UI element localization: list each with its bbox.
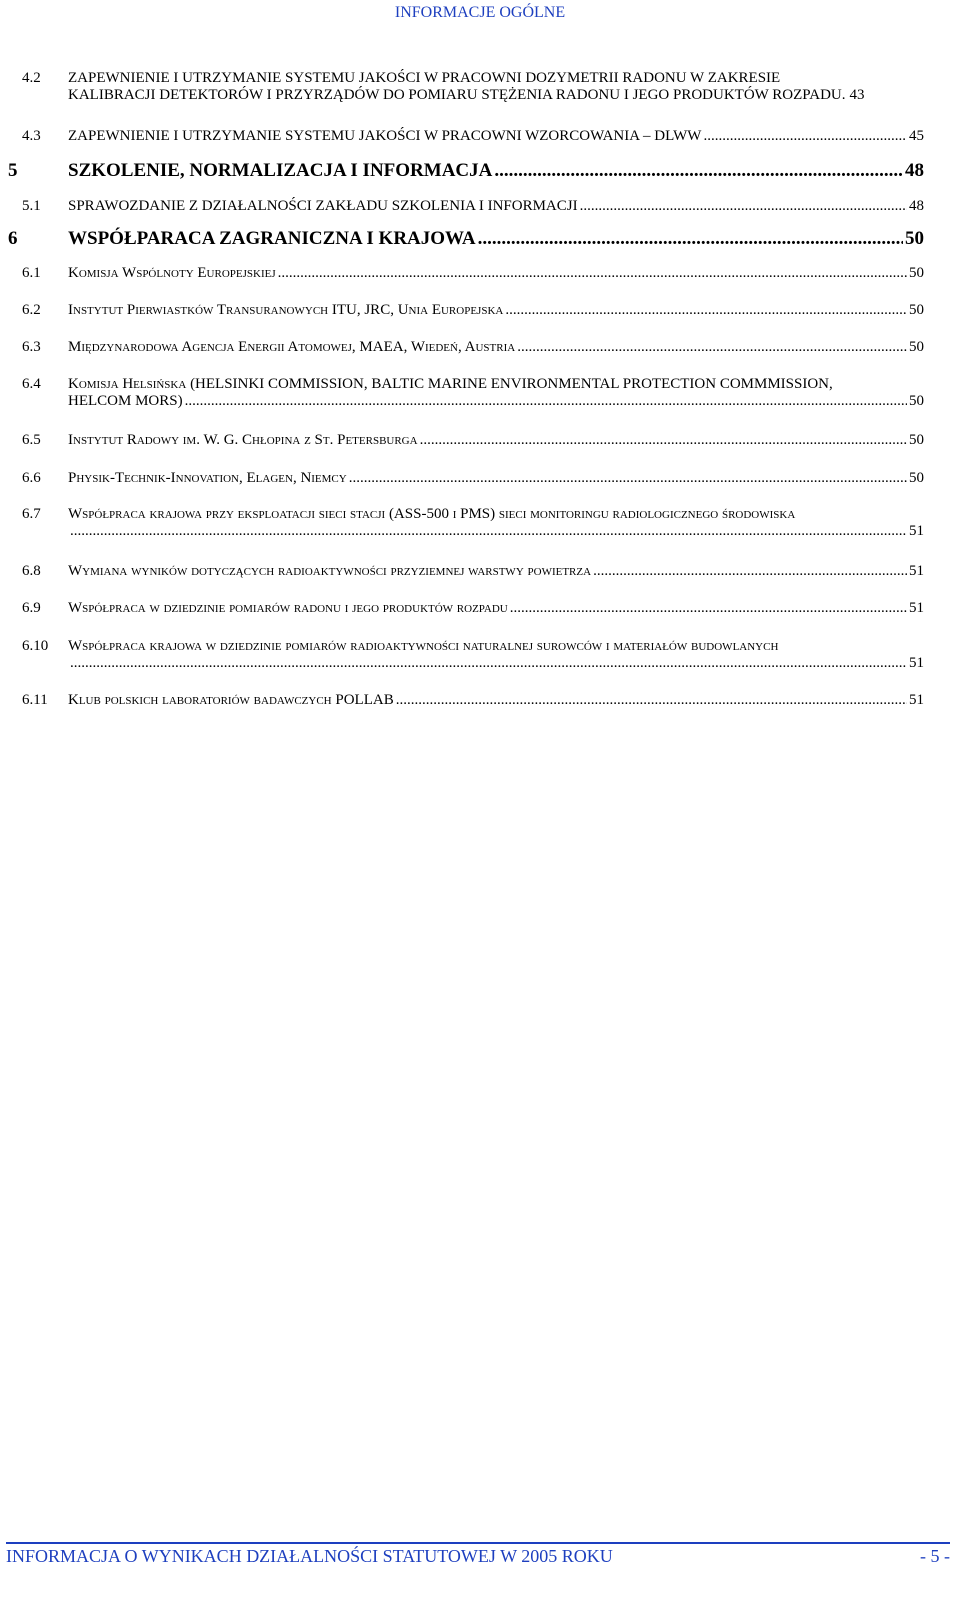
toc-entry[interactable]	[22, 432, 924, 449]
toc-page-number: 51	[909, 523, 924, 539]
toc-leader-dots	[580, 198, 907, 215]
toc-page-number: 43	[849, 87, 865, 103]
toc-page-number: 51	[909, 563, 924, 579]
toc-entry-title: Współpraca krajowa przy eksploatacji sieci stacji (ASS-500 i PMS) sieci monitoringu radiologicznego środowiska	[68, 506, 796, 522]
toc-leader-dots	[349, 470, 907, 487]
toc-entry-number: 4.3	[22, 128, 41, 144]
toc-entry-title: Instytut Pierwiastków Transuranowych ITU, JRC, Unia Europejska	[68, 302, 504, 318]
toc-entry[interactable]	[8, 160, 924, 182]
toc-entry[interactable]	[8, 228, 924, 250]
footer-rule	[6, 1542, 950, 1544]
toc-leader-dots	[517, 339, 907, 356]
toc-entry[interactable]	[22, 302, 924, 319]
footer-page-number: - 5 -	[920, 1546, 950, 1566]
toc-entry-title: Instytut Radowy im. W. G. Chłopina z St. Petersburga	[68, 432, 418, 448]
toc-entry[interactable]	[22, 376, 924, 410]
toc-leader-dots	[510, 600, 907, 617]
toc-entry[interactable]	[22, 339, 924, 356]
toc-entry-title: Współpraca w dziedzinie pomiarów radonu i jego produktów rozpadu	[68, 600, 508, 616]
toc-entry-title: Komisja Helsińska (HELSINKI COMMISSION, BALTIC MARINE ENVIRONMENTAL PROTECTION COMMMISSION,	[68, 376, 833, 392]
toc-entry[interactable]	[22, 70, 924, 104]
toc-page-number: 50	[909, 302, 924, 318]
toc-leader-dots	[278, 265, 907, 282]
toc-entry-title: Klub polskich laboratoriów badawczych POLLAB	[68, 692, 394, 708]
toc-entry-title: Wymiana wyników dotyczących radioaktywności przyziemnej warstwy powietrza	[68, 563, 592, 579]
toc-entry[interactable]	[22, 692, 924, 709]
toc-entry-title: Physik-Technik-Innovation, Elagen, Niemcy	[68, 470, 347, 486]
toc-leader-dots	[185, 393, 907, 410]
toc-page-number: 50	[905, 228, 924, 249]
toc-entry-title: ZAPEWNIENIE I UTRZYMANIE SYSTEMU JAKOŚCI W PRACOWNI DOZYMETRII RADONU W ZAKRESIE	[68, 70, 781, 86]
toc-entry-number: 6.3	[22, 339, 41, 355]
toc-entry-title: KALIBRACJI DETEKTORÓW I PRZYRZĄDÓW DO POMIARU STĘŻENIA RADONU I JEGO PRODUKTÓW ROZPADU.	[68, 87, 846, 103]
toc-entry-number: 6.4	[22, 376, 41, 392]
toc-leader-dots	[593, 563, 907, 580]
toc-page-number: 50	[909, 470, 924, 486]
toc-leader-dots	[505, 302, 907, 319]
toc-page-number: 50	[909, 393, 924, 409]
toc-leader-dots	[478, 228, 903, 250]
toc-page-number: 51	[909, 655, 924, 671]
toc-leader-dots	[70, 523, 907, 540]
toc-entry-number: 6.5	[22, 432, 41, 448]
toc-page-number: 51	[909, 600, 924, 616]
toc-entry-title: WSPÓŁPARACA ZAGRANICZNA I KRAJOWA	[68, 228, 476, 249]
toc-entry-title: ZAPEWNIENIE I UTRZYMANIE SYSTEMU JAKOŚCI W PRACOWNI WZORCOWANIA – DLWW	[68, 128, 702, 144]
toc-entry-number: 4.2	[22, 70, 41, 86]
page-header: INFORMACJE OGÓLNE	[394, 4, 566, 21]
toc-page-number: 50	[909, 339, 924, 355]
toc-page-number: 48	[909, 198, 924, 214]
toc-entry[interactable]	[22, 506, 924, 540]
toc-entry[interactable]	[22, 198, 924, 215]
toc-leader-dots	[420, 432, 907, 449]
toc-entry-title: HELCOM MORS)	[68, 393, 183, 409]
toc-entry-number: 6	[8, 228, 18, 249]
toc-page-number: 48	[905, 160, 924, 181]
toc-entry-number: 6.9	[22, 600, 41, 616]
toc-entry-number: 6.7	[22, 506, 41, 522]
toc-leader-dots	[70, 655, 907, 672]
toc-page-number: 50	[909, 265, 924, 281]
toc-entry-title: Komisja Wspólnoty Europejskiej	[68, 265, 276, 281]
toc-entry[interactable]	[22, 265, 924, 282]
toc-entry-title: Współpraca krajowa w dziedzinie pomiarów radioaktywności naturalnej surowców i materiałów budowlanych	[68, 638, 779, 654]
toc-leader-dots	[703, 128, 907, 145]
toc-entry-number: 6.1	[22, 265, 41, 281]
toc-entry-number: 6.10	[22, 638, 49, 654]
toc-entry-number: 6.11	[22, 692, 48, 708]
toc-entry-title: Międzynarodowa Agencja Energii Atomowej, MAEA, Wiedeń, Austria	[68, 339, 516, 355]
toc-entry[interactable]	[22, 638, 924, 672]
toc-page-number: 50	[909, 432, 924, 448]
toc-entry-number: 6.8	[22, 563, 41, 579]
toc-entry-number: 5.1	[22, 198, 41, 214]
toc-entry-title: SZKOLENIE, NORMALIZACJA I INFORMACJA	[68, 160, 493, 181]
toc-entry[interactable]	[22, 128, 924, 145]
footer-title: INFORMACJA O WYNIKACH DZIAŁALNOŚCI STATUTOWEJ W 2005 ROKU	[6, 1546, 613, 1566]
toc-page-number: 45	[909, 128, 924, 144]
toc-leader-dots	[494, 160, 903, 182]
page-footer	[6, 1546, 950, 1567]
toc-entry-number: 6.2	[22, 302, 41, 318]
toc-leader-dots	[396, 692, 907, 709]
toc-entry[interactable]	[22, 563, 924, 580]
toc-entry-number: 6.6	[22, 470, 41, 486]
toc-entry-title: SPRAWOZDANIE Z DZIAŁALNOŚCI ZAKŁADU SZKOLENIA I INFORMACJI	[68, 198, 578, 214]
toc-entry[interactable]	[22, 470, 924, 487]
toc-entry-number: 5	[8, 160, 18, 181]
toc-page-number: 51	[909, 692, 924, 708]
toc-entry[interactable]	[22, 600, 924, 617]
